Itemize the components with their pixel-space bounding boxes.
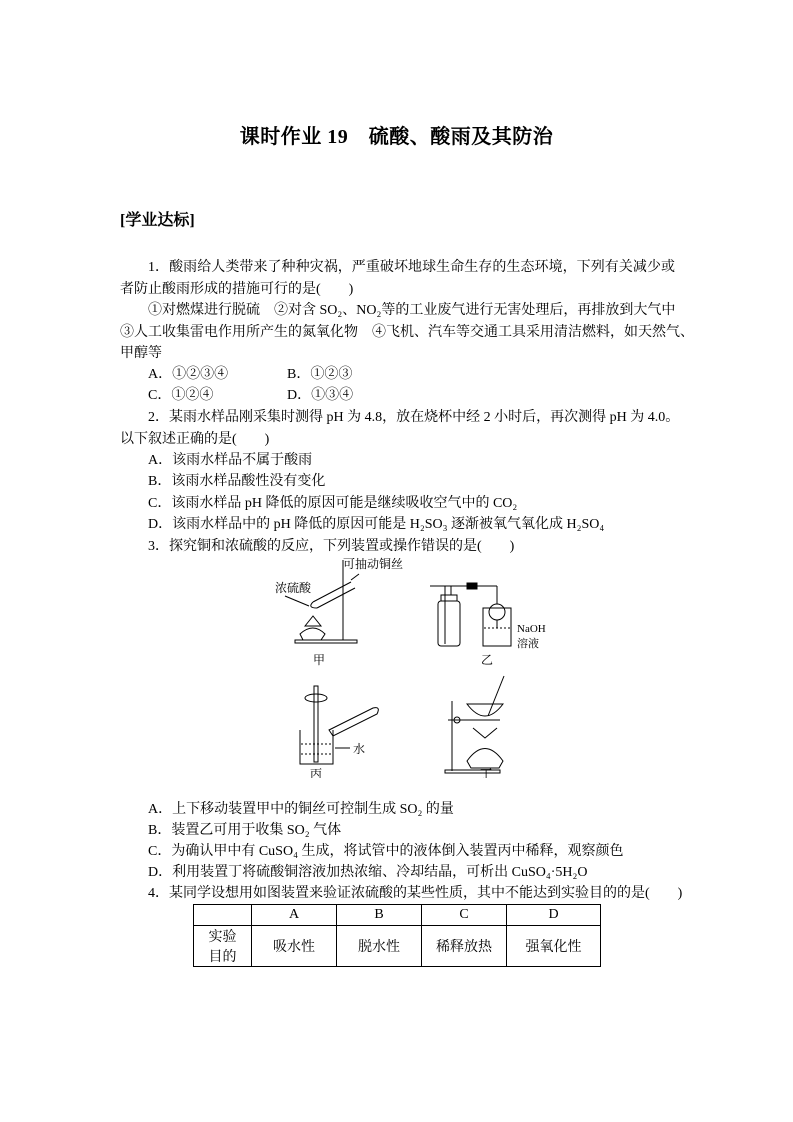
caption-jia: 甲 (313, 653, 326, 667)
apparatus-jia (275, 556, 403, 667)
table-cell: 脱水性 (337, 926, 422, 967)
header-cell: C (422, 905, 507, 926)
q2-option-a: A．该雨水样品不属于酸雨 (148, 453, 313, 468)
header-cell: A (252, 905, 337, 926)
table-header-row (194, 905, 601, 926)
apparatus-yi (430, 583, 546, 667)
label-naoh: NaOH (517, 623, 546, 635)
q2-option-c: C．该雨水样品 pH 降低的原因可能是继续吸收空气中的 CO₂ (148, 496, 518, 511)
q3-option-a: A．上下移动装置甲中的铜丝可控制生成 SO₂ 的量 (148, 802, 454, 817)
q4-table (193, 904, 601, 967)
apparatus-figure (255, 556, 550, 778)
q2-line: 2．某雨水样品刚采集时测得 pH 为 4.8，放在烧杯中经 2 小时后，再次测得 pH 为 4.0。 (148, 410, 680, 425)
label-conc-acid: 浓硫酸 (275, 581, 312, 595)
q1-line: 甲醇等 (120, 346, 162, 361)
row-label-line: 实验 (208, 930, 237, 945)
q1-line: 者防止酸雨形成的措施可行的是( ) (120, 282, 354, 297)
section-heading: [学业达标] (120, 212, 195, 229)
row-label (194, 926, 252, 967)
header-cell: D (507, 905, 601, 926)
table-cell: 稀释放热 (422, 926, 507, 967)
label-copper-wire: 可抽动铜丝 (343, 557, 404, 571)
q2-option-d: D．该雨水样品中的 pH 降低的原因可能是 H₂SO₃ 逐渐被氧气氧化成 H₂SO₄ (148, 517, 605, 532)
caption-yi: 乙 (481, 653, 494, 667)
caption-ding: 丁 (480, 767, 493, 778)
table-cell: 吸水性 (252, 926, 337, 967)
header-cell: B (337, 905, 422, 926)
q3-option-c: C．为确认甲中有 CuSO₄ 生成，将试管中的液体倒入装置丙中稀释，观察颜色 (148, 844, 624, 859)
apparatus-bing (300, 686, 378, 778)
caption-bing: 丙 (310, 767, 323, 778)
q3-option-d: D．利用装置丁将硫酸铜溶液加热浓缩、冷却结晶，可析出 CuSO₄·5H₂O (148, 865, 588, 880)
q1-line: ③人工收集雷电作用所产生的氮氧化物 ④飞机、汽车等交通工具采用清洁燃料，如天然气、 (120, 325, 694, 340)
q4-stem: 4．某同学设想用如图装置来验证浓硫酸的某些性质，其中不能达到实验目的的是( ) (148, 886, 683, 901)
table-cell: 强氧化性 (507, 926, 601, 967)
table-row (194, 926, 601, 967)
q1-option-c: C．①②④ (148, 388, 214, 403)
q1-option-a: A．①②③④ (148, 367, 229, 382)
page-title: 课时作业 19 硫酸、酸雨及其防治 (239, 126, 554, 148)
q3-option-b: B．装置乙可用于收集 SO₂ 气体 (148, 823, 342, 838)
q1-line: ①对燃煤进行脱硫 ②对含 SO₂、NO₂等的工业废气进行无害处理后，再排放到大气中 (148, 303, 676, 318)
q1-option-d: D．①③④ (287, 388, 354, 403)
header-cell (194, 905, 252, 926)
q1-option-b: B．①②③ (287, 367, 353, 382)
apparatus-ding (445, 676, 504, 778)
row-label-line: 目的 (208, 950, 237, 965)
label-solution: 溶液 (517, 638, 539, 650)
q1-line: 1．酸雨给人类带来了种种灾祸，严重破坏地球生命生存的生态环境，下列有关减少或 (148, 260, 675, 275)
q2-line: 以下叙述正确的是( ) (120, 432, 270, 447)
q3-stem: 3．探究铜和浓硫酸的反应，下列装置或操作错误的是( ) (148, 539, 515, 554)
label-water: 水 (353, 742, 366, 756)
q2-option-b: B．该雨水样品酸性没有变化 (148, 474, 326, 489)
